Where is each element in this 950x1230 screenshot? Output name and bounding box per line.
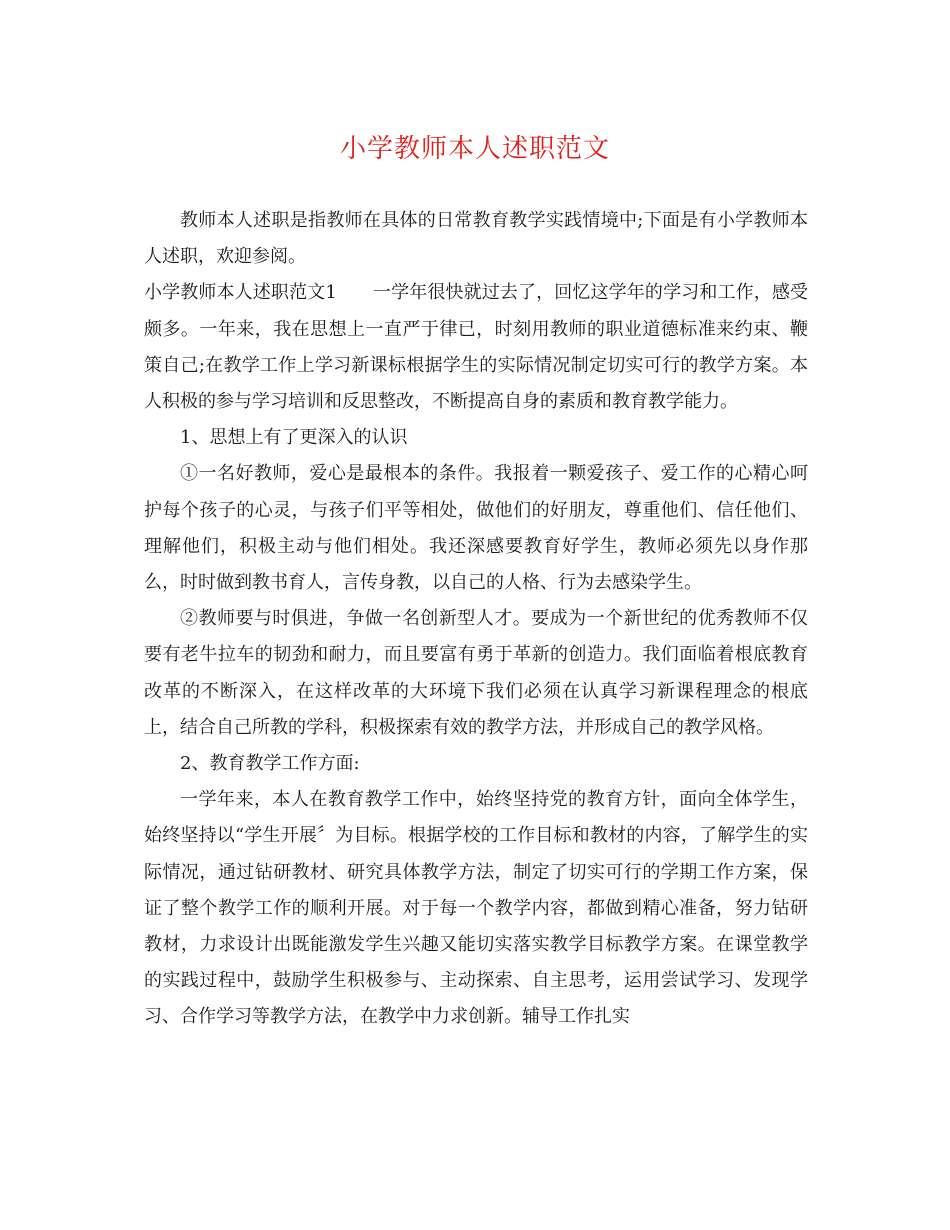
section-label: 小学教师本人述职范文1 [144,282,337,304]
section-paragraph [144,275,808,420]
section-lead: 一学年很快就过去了，回忆这学年的学习和工作，感受颇多。一年来，我在思想上一直严于律已，时刻用教师的职业道德标准来约束、鞭策自己;在教学工作上学习新课标根据学生的实际情况制定切实可行的教学方案。本人积极的参与学习培训和反思整改，不断提高自身的素质和教育教学能力。 [144,282,809,413]
paragraph-2: ②教师要与时俱进，争做一名创新型人才。要成为一个新世纪的优秀教师不仅要有老牛拉车的韧劲和耐力，而且要富有勇于革新的创造力。我们面临着根底教育改革的不断深入，在这样改革的大环境下我们必须在认真学习新课程理念的根底上，结合自己所教的学科，积极探索有效的教学方法，并形成自己的教学风格。 [144,608,808,738]
intro-paragraph: 教师本人述职是指教师在具体的日常教育教学实践情境中;下面是有小学教师本人述职，欢迎参阅。 [144,210,808,268]
paragraph-1: ①一名好教师，爱心是最根本的条件。我报着一颗爱孩子、爱工作的心精心呵护每个孩子的心灵，与孩子们平等相处，做他们的好朋友，尊重他们、信任他们、理解他们，积极主动与他们相处。我还深感要教育好学生，教师必须先以身作那么，时时做到教书育人，言传身教，以自己的人格、行为去感染学生。 [144,463,808,594]
document-title: 小学教师本人述职范文 [339,134,610,164]
heading-2: 2、教育教学工作方面: [180,753,360,775]
paragraph-3: 一学年来，本人在教育教学工作中，始终坚持党的教育方针，面向全体学生，始终坚持以“学生开展〞为目标。根据学校的工作目标和教材的内容，了解学生的实际情况，通过钻研教材、研究具体教学方法，制定了切实可行的学期工作方案，保证了整个教学工作的顺利开展。对于每一个教学内容，都做到精心准备，努力钻研教材，力求设计出既能激发学生兴趣又能切实落实教学目标教学方案。在课堂教学的实践过程中，鼓励学生积极参与、主动探索、自主思考，运用尝试学习、发现学习、合作学习等教学方法，在教学中力求创新。辅导工作扎实 [144,789,808,1028]
heading-1: 1、思想上有了更深入的认识 [180,427,408,449]
document-body [144,203,808,1036]
